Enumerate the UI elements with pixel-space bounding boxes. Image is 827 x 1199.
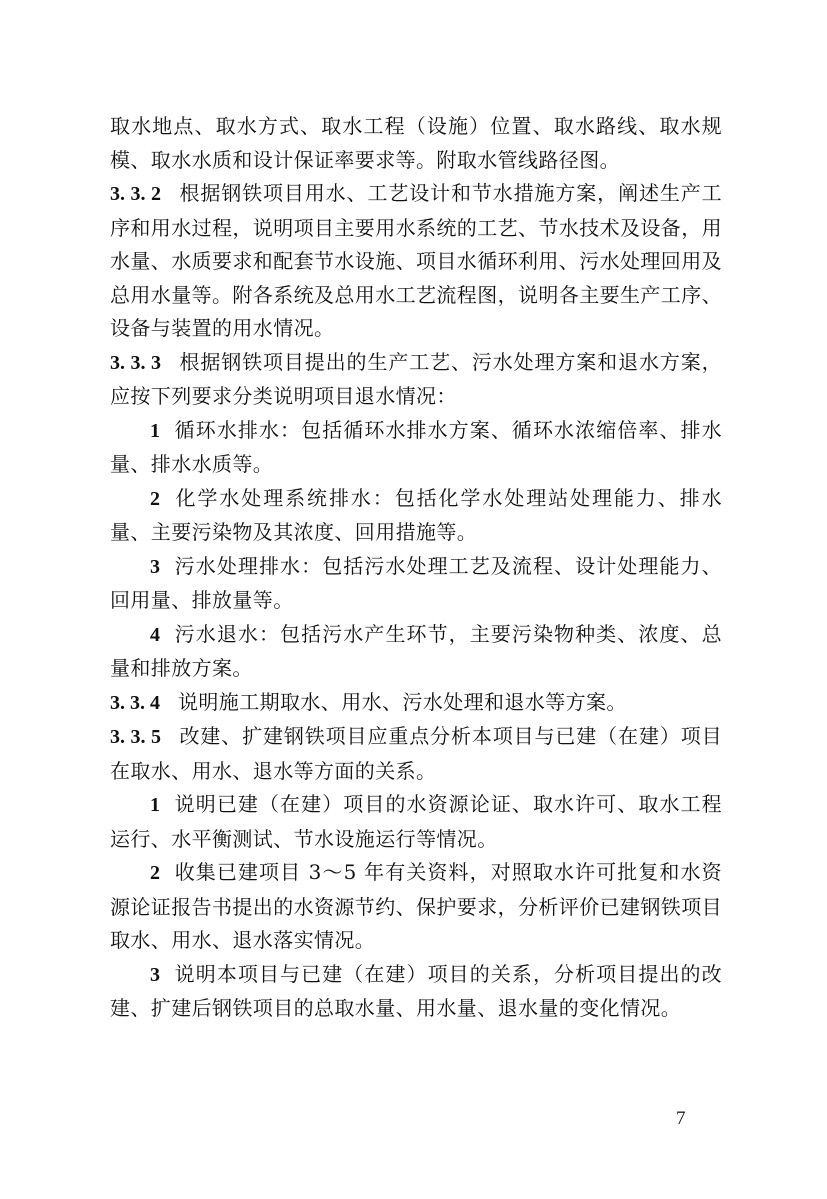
section-3-3-2 <box>110 177 722 346</box>
section-text: 改建、扩建钢铁项目应重点分析本项目与已建（在建）项目在取水、用水、退水等方面的关系。 <box>110 724 723 783</box>
item-text: 污水退水：包括污水产生环节，主要污染物种类、浓度、总量和排放方案。 <box>110 621 722 680</box>
item-text: 说明本项目与已建（在建）项目的关系，分析项目提出的改建、扩建后钢铁项目的总取水量、用水量、退水量的变化情况。 <box>110 961 722 1020</box>
item-text: 化学水处理系统排水：包括化学水处理站处理能力、排水量、主要污染物及其浓度、回用措施等。 <box>110 485 722 544</box>
section-number: 3. 3. 4 <box>110 691 160 714</box>
section-text: 说明施工期取水、用水、污水处理和退水等方案。 <box>178 689 627 714</box>
item-number: 2 <box>150 487 160 510</box>
list-item <box>110 482 722 550</box>
paragraph-text: 取水地点、取水方式、取水工程（设施）位置、取水路线、取水规模、取水水质和设计保证率要求等。附取水管线路径图。 <box>110 114 722 172</box>
item-number: 2 <box>150 862 160 884</box>
item-number: 1 <box>150 419 160 442</box>
section-text: 根据钢铁项目用水、工艺设计和节水措施方案，阐述生产工序和用水过程，说明项目主要用水系统的工艺、节水技术及设备，用水量、水质要求和配套节水设施、项目水循环利用、污水处理回用及总用水量等。附各系统及总用水工艺流程图，说明各主要生产工序、设备与装置的用水情况。 <box>110 181 723 340</box>
section-number: 3. 3. 2 <box>110 183 161 205</box>
list-item <box>110 550 722 618</box>
section-number: 3. 3. 5 <box>110 726 161 748</box>
section-3-3-3 <box>110 346 722 414</box>
item-text: 收集已建项目 3～5 年有关资料，对照取水许可批复和水资源论证报告书提出的水资源节约、保护要求，分析评价已建钢铁项目取水、用水、退水落实情况。 <box>110 860 722 952</box>
item-number: 3 <box>150 963 160 986</box>
item-number: 1 <box>150 794 160 816</box>
section-3-3-4 <box>110 686 722 721</box>
body-text <box>110 110 722 1026</box>
item-text: 污水处理排水：包括污水处理工艺及流程、设计处理能力、回用量、排放量等。 <box>110 553 722 612</box>
paragraph-continuation <box>110 110 722 177</box>
list-item <box>110 414 722 482</box>
item-number: 3 <box>150 555 160 578</box>
section-text: 根据钢铁项目提出的生产工艺、污水处理方案和退水方案，应按下列要求分类说明项目退水情况： <box>110 349 723 408</box>
item-text: 说明已建（在建）项目的水资源论证、取水许可、取水工程运行、水平衡测试、节水设施运行等情况。 <box>110 792 722 851</box>
list-item <box>110 958 722 1026</box>
list-item <box>110 856 722 958</box>
list-item <box>110 618 722 686</box>
section-number: 3. 3. 3 <box>110 351 161 374</box>
section-3-3-5 <box>110 720 722 788</box>
list-item <box>110 788 722 856</box>
page-number: 7 <box>676 1108 686 1129</box>
item-text: 循环水排水：包括循环水排水方案、循环水浓缩倍率、排水量、排水水质等。 <box>110 417 722 476</box>
item-number: 4 <box>150 623 160 646</box>
